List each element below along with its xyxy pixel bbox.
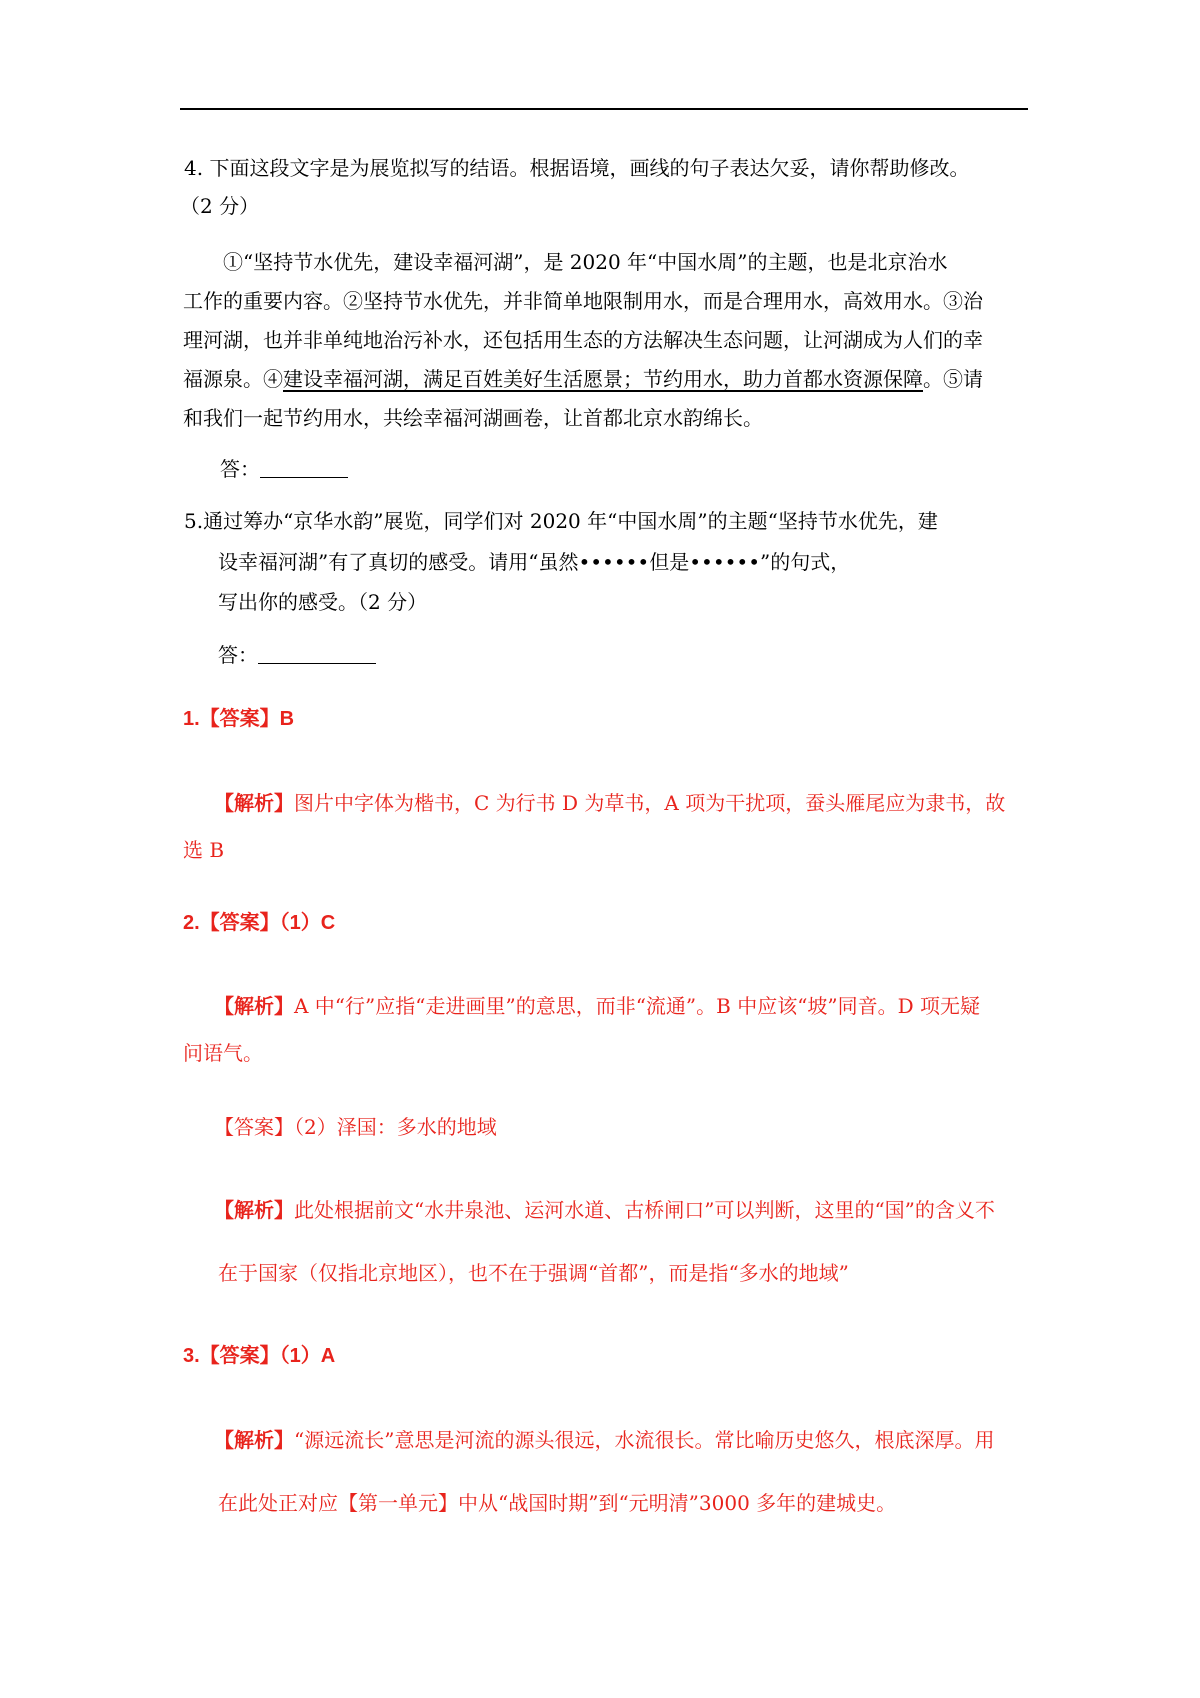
question-4-passage-line-1: ①“坚持节水优先，建设幸福河湖”，是 2020 年“中国水周”的主题，也是北京治水 [223,250,948,274]
question-5-line-3: 写出你的感受。（2 分） [218,590,428,614]
explanation-label: 【解析】 [214,1430,294,1452]
explanation-label: 【解析】 [214,793,294,815]
question-5-line-1: 5.通过筹办“京华水韵”展览，同学们对 2020 年“中国水周”的主题“坚持节水优先，建 [184,509,938,533]
answer-1-explanation-line-2: 选 B [183,838,225,862]
answer-3-explanation-line-1 [214,1422,994,1460]
question-4-line-2: （2 分） [180,194,260,218]
answer-2-explanation-line-1 [214,988,980,1026]
answer-2-sub-heading: 【答案】（2）泽国：多水的地域 [214,1115,497,1139]
explanation-label: 【解析】 [214,996,294,1018]
answer-blank[interactable] [260,455,348,478]
answer-2-heading: 2.【答案】（1）C [183,912,336,934]
question-4-passage-line-4 [183,361,983,398]
question-4-line-1: 4. 下面这段文字是为展览拟写的结语。根据语境，画线的句子表达欠妥，请你帮助修改。 [184,156,970,180]
answer-blank[interactable] [258,641,376,664]
passage-text: 福源泉。④ [183,367,283,391]
explanation-text: 此处根据前文“水井泉池、运河水道、古桥闸口”可以判断，这里的“国”的含义不 [294,1198,995,1222]
question-5-line-2: 设幸福河湖”有了真切的感受。请用“虽然••••••但是••••••”的句式， [218,550,851,574]
passage-text: 。⑤请 [923,367,983,391]
explanation-text: A 中“行”应指“走进画里”的意思，而非“流通”。B 中应该“坡”同音。D 项无疑 [294,994,981,1018]
question-4-passage-line-5: 和我们一起节约用水，共绘幸福河湖画卷，让首都北京水韵绵长。 [183,406,763,430]
explanation-label: 【解析】 [214,1200,294,1222]
answer-2-explanation-line-2: 问语气。 [183,1041,263,1065]
underlined-sentence: 建设幸福河湖，满足百姓美好生活愿景；节约用水，助力首都水资源保障 [283,367,923,391]
question-4-passage-line-2: 工作的重要内容。②坚持节水优先，并非简单地限制用水，而是合理用水，高效用水。③治 [183,289,983,313]
header-rule [180,108,1028,110]
explanation-text: 图片中字体为楷书，C 为行书 D 为草书，A 项为干扰项，蚕头雁尾应为隶书，故 [294,791,1006,815]
question-4-answer [220,451,348,488]
answer-label: 答： [220,457,260,481]
answer-1-heading: 1.【答案】B [183,708,295,730]
answer-3-heading: 3.【答案】（1）A [183,1345,336,1367]
answer-2-explanation-2-line-2: 在于国家（仅指北京地区），也不在于强调“首都”，而是指“多水的地域” [218,1261,849,1285]
explanation-text: “源远流长”意思是河流的源头很远，水流很长。常比喻历史悠久，根底深厚。用 [294,1428,995,1452]
question-5-answer [218,637,376,674]
answer-1-explanation-line-1 [214,785,1005,823]
answer-2-explanation-2-line-1 [214,1192,995,1230]
answer-label: 答： [218,643,258,667]
question-4-passage-line-3: 理河湖，也并非单纯地治污补水，还包括用生态的方法解决生态问题，让河湖成为人们的幸 [183,328,983,352]
answer-3-explanation-line-2: 在此处正对应【第一单元】中从“战国时期”到“元明清”3000 多年的建城史。 [218,1491,897,1515]
